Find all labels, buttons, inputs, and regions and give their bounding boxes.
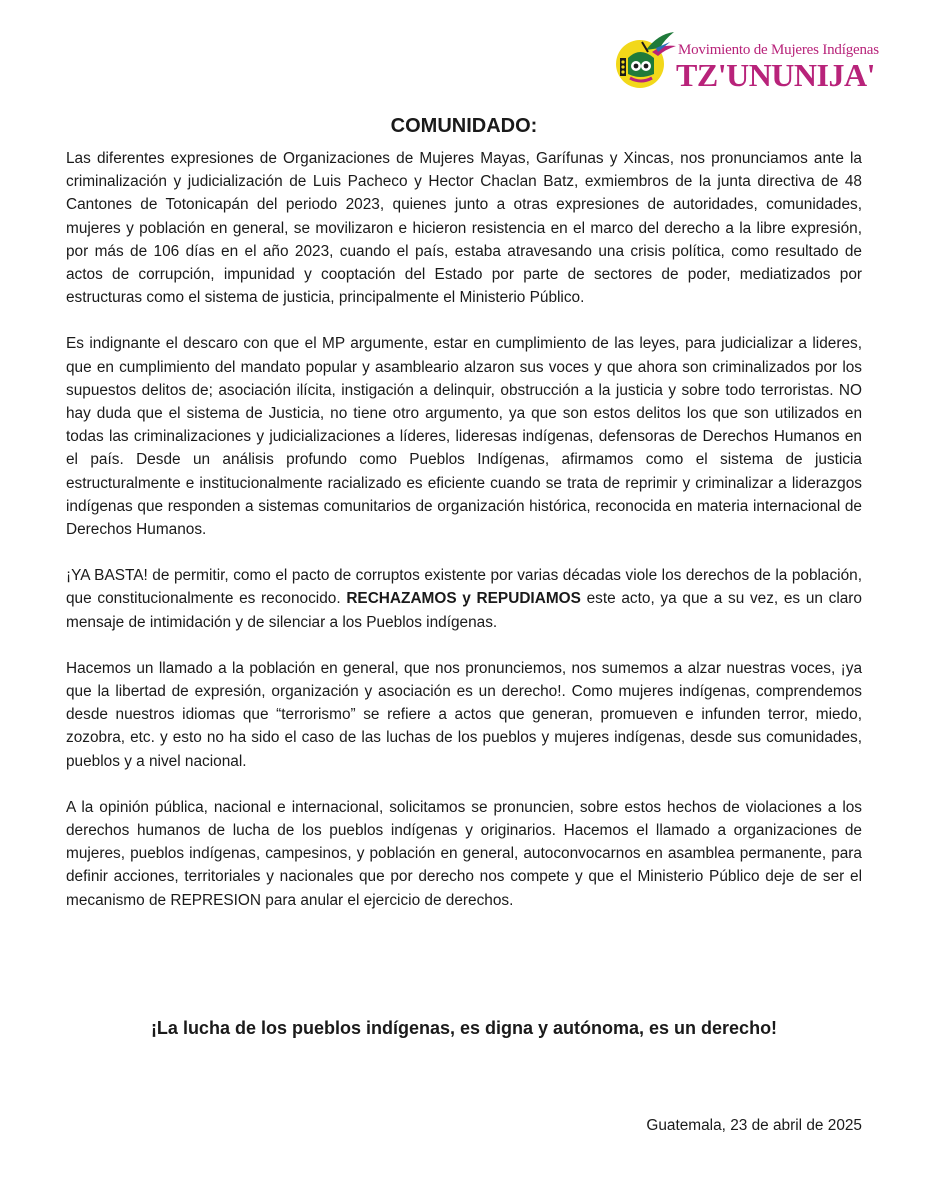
paragraph-3-emphasis: RECHAZAMOS y REPUDIAMOS	[346, 590, 581, 608]
paragraph-1: Las diferentes expresiones de Organizaciones de Mujeres Mayas, Garífunas y Xincas, nos pronunciamos ante la criminalización y judicialización de Luis Pacheco y Hector Chaclan Batz, exmiembros de la junta directiva de 48 Cantones de Totonicapán del periodo 2023, quienes junto a otras expresiones de autoridades, comunidades, mujeres y población en general, se movilizaron e hicieron resistencia en el marco del derecho a la libre expresión, por más de 106 días en el año 2023, cuando el país, estaba atravesando una crisis política, como resultado de actos de corrupción, impunidad y cooptación del Estado por parte de sectores de poder, mediatizados por estructuras como el sistema de justicia, principalmente el Ministerio Público.	[66, 150, 862, 307]
paragraph-5: A la opinión pública, nacional e internacional, solicitamos se pronuncien, sobre estos hechos de violaciones a los derechos humanos de lucha de los pueblos indígenas y originarios. Hacemos el llamado a organizaciones de mujeres, pueblos indígenas, campesinos, y población en general, autoconvocarnos en asamblea permanente, para definir acciones, territoriales y nacionales que por derecho nos compete y que el Ministerio Público deje de ser el mecanismo de REPRESION para anular el ejercicio de derechos.	[66, 798, 862, 909]
closing-slogan: ¡La lucha de los pueblos indígenas, es digna y autónoma, es un derecho!	[150, 1018, 778, 1038]
logo-subtitle: Movimiento de Mujeres Indígenas	[678, 42, 879, 58]
logo-title: TZ'UNUNIJA'	[676, 57, 875, 93]
place-and-date: Guatemala, 23 de abril de 2025	[646, 1117, 862, 1134]
organization-logo	[612, 28, 879, 93]
paragraph-2: Es indignante el descaro con que el MP argumente, estar en cumplimiento de las leyes, para judicializar a lideres, que en cumplimiento del mandato popular y asambleario alzaron sus voces y que ahora son criminalizados por los supuestos delitos de; asociación ilícita, instigación a delinquir, obstrucción a la justicia y sobre todo terroristas. NO hay duda que el sistema de Justicia, no tiene otro argumento, ya que son estos delitos los que son utilizados en todas las criminalizaciones y judicializaciones a líderes, lideresas indígenas, defensoras de Derechos Humanos en el país. Desde un análisis profundo como Pueblos Indígenas, afirmamos como el sistema de justicia estructuralmente e institucionalmente racializado es eficiente cuando se trata de reprimir y criminalizar a liderazgos indígenas que responden a sistemas comunitarios de organización histórica, reconocida en materia internacional de Derechos Humanos.	[66, 335, 862, 539]
page-title: COMUNIDADO:	[390, 115, 538, 137]
hummingbird-emblem-icon	[612, 28, 682, 92]
paragraph-3-end: este acto, ya que a su vez, es un claro mensaje de intimidación y de silenciar a los Pueblos indígenas.	[66, 590, 862, 631]
communique-body	[66, 147, 862, 935]
paragraph-3-start: ¡YA BASTA! de permitir, como el pacto de corruptos existente por varias décadas viole los derechos de la población, que constitucionalmente es reconocido.	[66, 567, 862, 608]
paragraph-3	[66, 564, 862, 634]
paragraph-4: Hacemos un llamado a la población en general, que nos pronunciemos, nos sumemos a alzar nuestras voces, ¡ya que la libertad de expresión, organización y asociación es un derecho!. Como mujeres indígenas, comprendemos desde nuestros idiomas que “terrorismo” se refiere a actos que generan, promueven e infunden terror, miedo, zozobra, etc. y esto no ha sido el caso de las luchas de los pueblos y mujeres indígenas, desde sus comunidades, pueblos y a nivel nacional.	[66, 659, 862, 770]
